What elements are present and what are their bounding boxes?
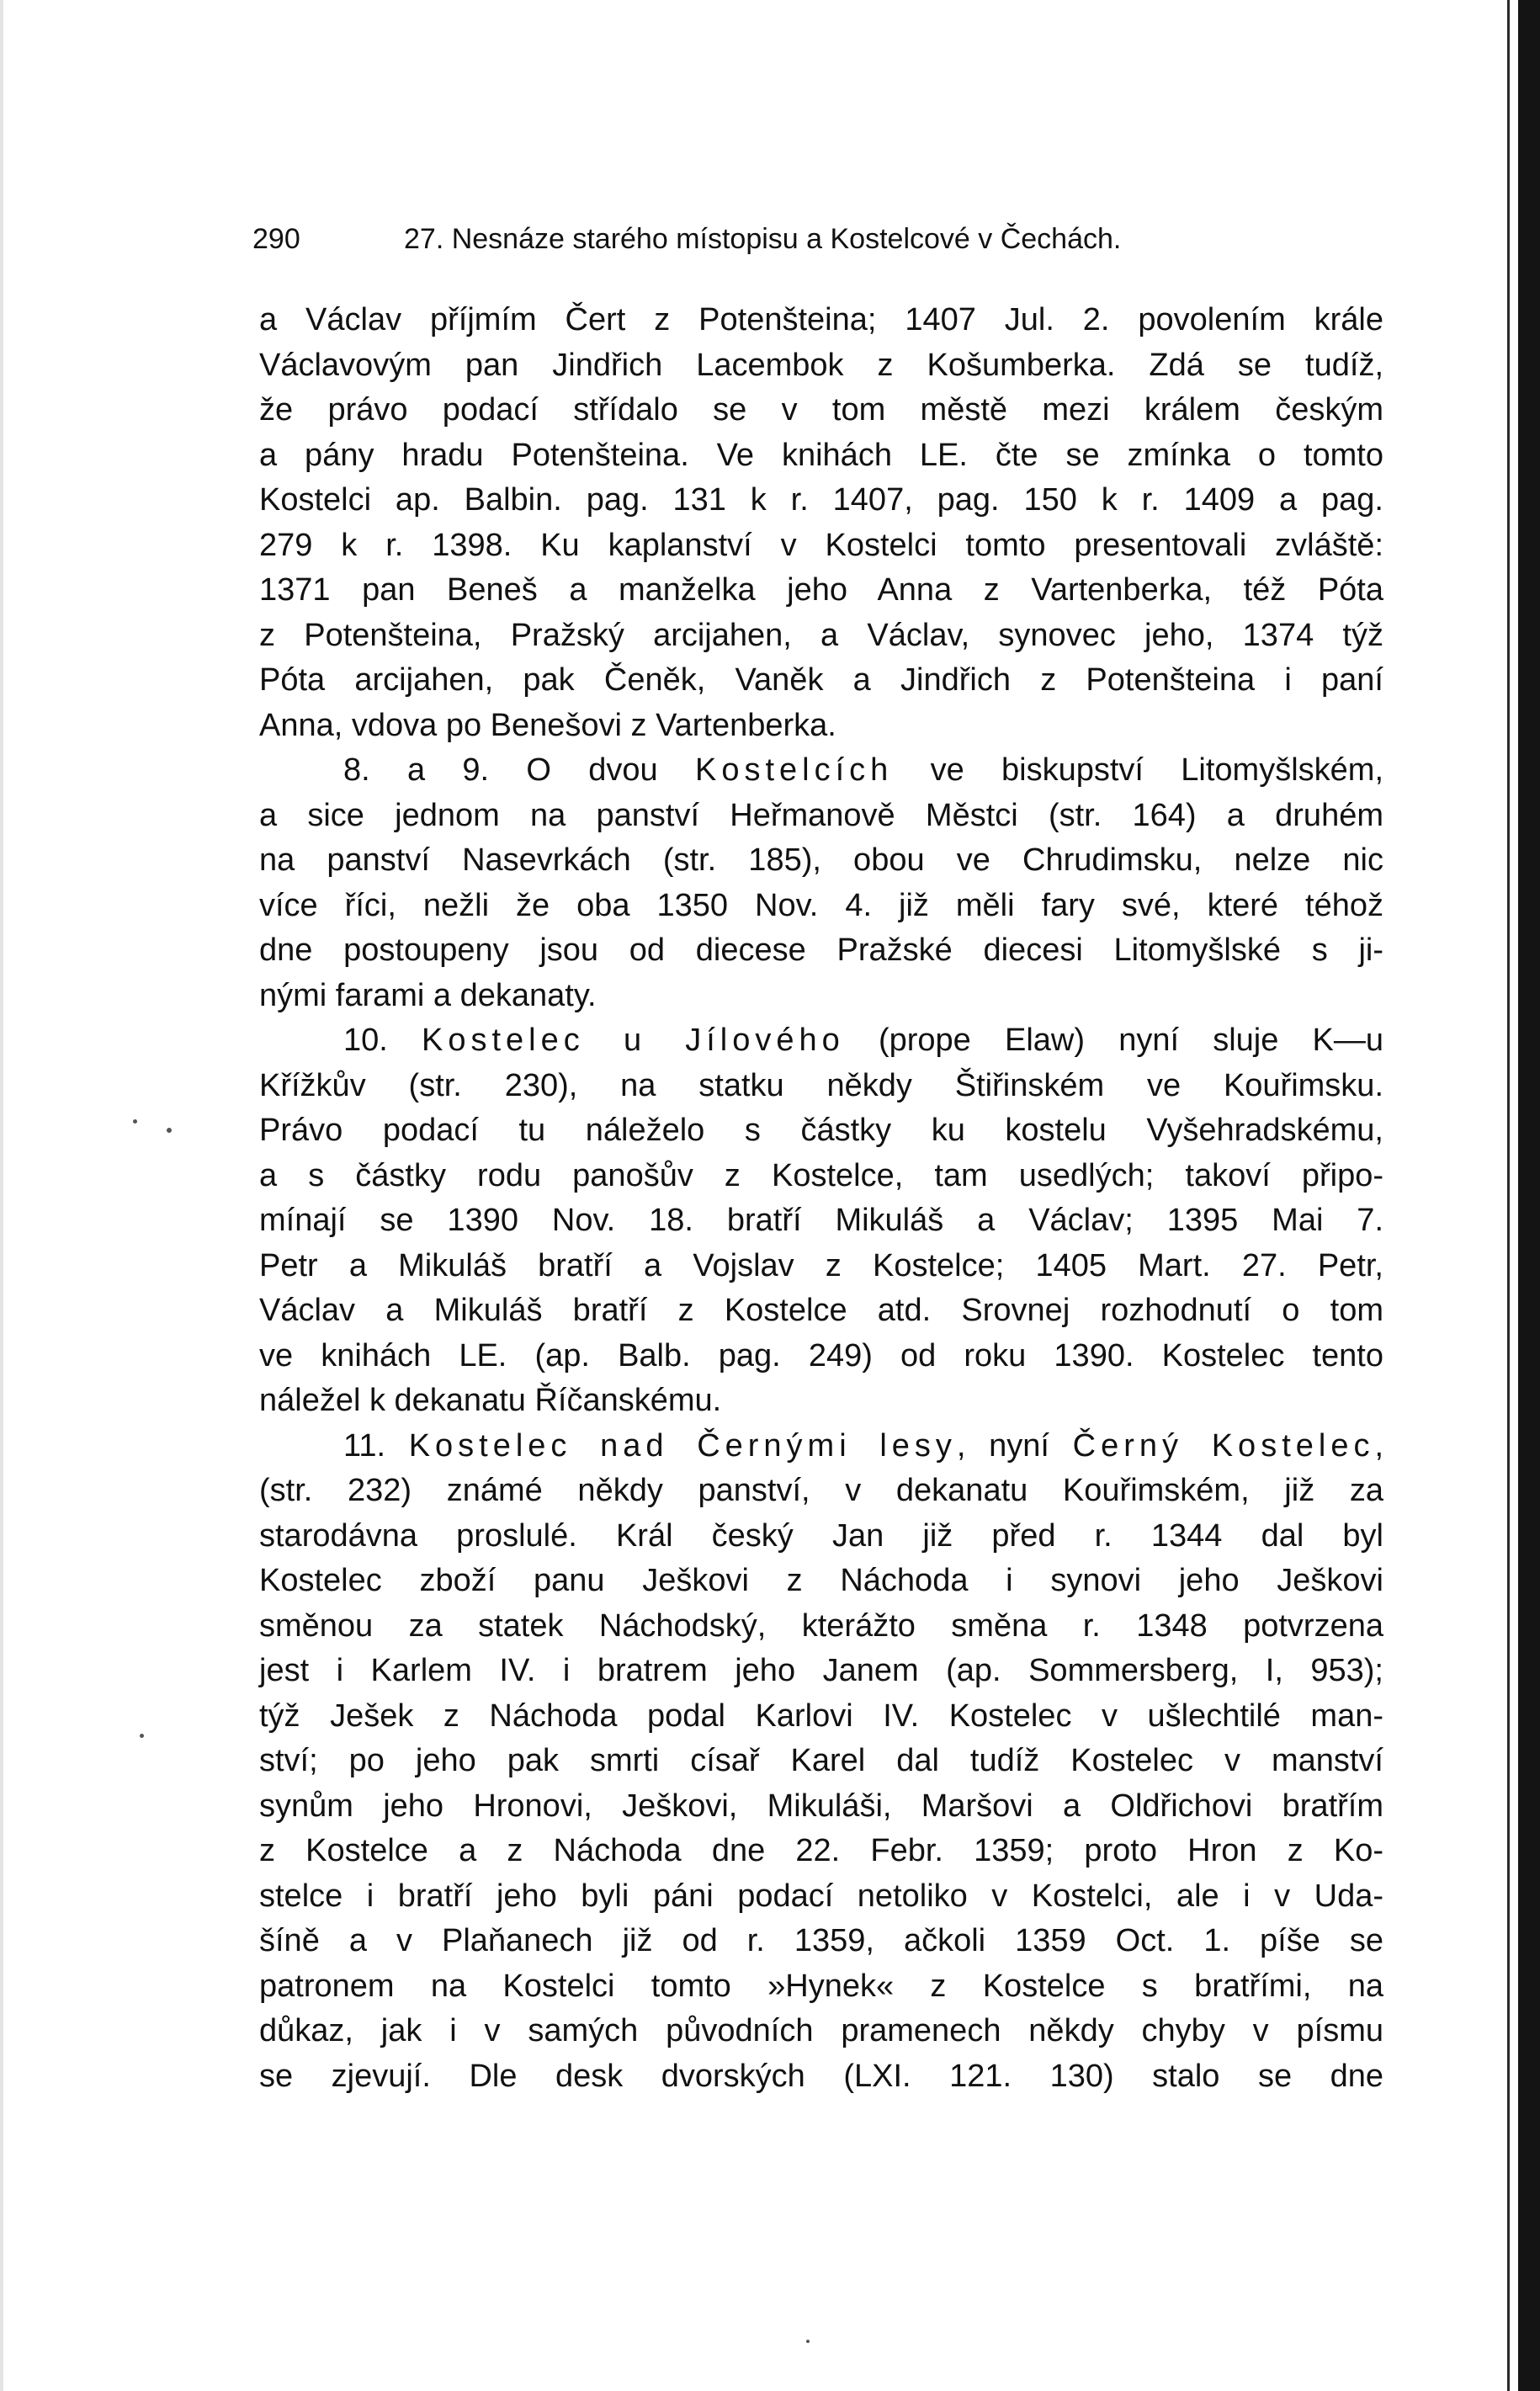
heading-suffix-2: , [1374, 1427, 1384, 1464]
text-line: a s částky rodu panošův z Kostelce, tam usedlých; takoví připo- [259, 1157, 1383, 1193]
text-line: více říci, nežli že oba 1350 Nov. 4. již měli fary své, které téhož [259, 887, 1383, 923]
paragraph-heading-line [259, 748, 1383, 794]
text-line: a sice jednom na panství Heřmanově Městci (str. 164) a druhém [259, 797, 1383, 833]
paragraph-heading-line [259, 1018, 1383, 1064]
text-line: z Kostelce a z Náchoda dne 22. Febr. 1359; proto Hron z Ko- [259, 1833, 1383, 1868]
text-line: synům jeho Hronovi, Ješkovi, Mikuláši, Maršovi a Oldřichovi bratřím [259, 1788, 1383, 1824]
heading-suffix: ve biskupství Litomyšlském, [893, 752, 1383, 788]
text-line: náležel k dekanatu Říčanskému. [259, 1383, 722, 1418]
text-line: týž Ješek z Náchoda podal Karlovi IV. Kostelec v ušlechtilé man- [259, 1698, 1383, 1734]
spaced-heading-2: Černý Kostelec [1072, 1427, 1375, 1464]
paragraph-heading-line [259, 1424, 1383, 1469]
body-text [259, 298, 1383, 2099]
text-line: mínají se 1390 Nov. 18. bratří Mikuláš a Václav; 1395 Mai 7. [259, 1203, 1383, 1238]
page-header [252, 222, 1380, 256]
text-line: šíně a v Plaňanech již od r. 1359, ačkoli 1359 Oct. 1. píše se [259, 1923, 1383, 1958]
scan-speck [806, 2340, 810, 2343]
scan-speck [133, 1119, 137, 1124]
text-line: Petr a Mikuláš bratří a Vojslav z Kostelce; 1405 Mart. 27. Petr, [259, 1247, 1383, 1283]
scan-left-edge [0, 0, 3, 2391]
text-line: patronem na Kostelci tomto »Hynek« z Kostelce s bratřími, na [259, 1968, 1383, 2004]
spaced-heading: Kostelec nad Černými lesy [408, 1427, 957, 1464]
scan-right-border [1518, 0, 1540, 2391]
text-line: 279 k r. 1398. Ku kaplanství v Kostelci tomto presentovali zvláště: [259, 527, 1383, 563]
running-title: 27. Nesnáze starého místopisu a Kostelcové v Čechách. [404, 223, 1122, 255]
heading-prefix: 11. [343, 1427, 409, 1464]
heading-prefix: 8. a 9. O dvou [343, 752, 695, 788]
text-line: z Potenšteina, Pražský arcijahen, a Václav, synovec jeho, 1374 týž [259, 617, 1383, 653]
text-line: Póta arcijahen, pak Čeněk, Vaněk a Jindřich z Potenšteina i paní [259, 662, 1383, 698]
text-line: ství; po jeho pak smrti císař Karel dal tudíž Kostelec v manství [259, 1743, 1383, 1778]
scan-speck [167, 1128, 172, 1133]
text-line: Kostelci ap. Balbin. pag. 131 k r. 1407, pag. 150 k r. 1409 a pag. [259, 482, 1383, 518]
text-line: 1371 pan Beneš a manželka jeho Anna z Vartenberka, též Póta [259, 572, 1383, 608]
text-line: směnou za statek Náchodský, kterážto směna r. 1348 potvrzena [259, 1607, 1383, 1644]
heading-suffix: , nyní [956, 1427, 1073, 1464]
text-line: starodávna proslulé. Král český Jan již před r. 1344 dal byl [259, 1517, 1383, 1554]
text-line: se zjevují. Dle desk dvorských (LXI. 121. 130) stalo se dne [259, 2058, 1383, 2094]
text-line: Kostelec zboží panu Ješkovi z Náchoda i synovi jeho Ješkovi [259, 1563, 1383, 1598]
spaced-heading: Kostelcích [694, 752, 894, 788]
text-line: nými farami a dekanaty. [259, 977, 597, 1013]
text-line: a pány hradu Potenšteina. Ve knihách LE. čte se zmínka o tomto [259, 437, 1383, 473]
text-line: Václavovým pan Jindřich Lacembok z Košumberka. Zdá se tudíž, [259, 347, 1383, 383]
text-line: Křížkův (str. 230), na statku někdy Štiřinském ve Kouřimsku. [259, 1067, 1383, 1103]
text-line: a Václav příjmím Čert z Potenšteina; 1407 Jul. 2. povolením krále [259, 302, 1383, 337]
heading-suffix: (prope Elaw) nyní sluje K—u [844, 1023, 1384, 1058]
text-line: jest i Karlem IV. i bratrem jeho Janem (ap. Sommersberg, I, 953); [259, 1653, 1383, 1688]
text-line: ve knihách LE. (ap. Balb. pag. 249) od roku 1390. Kostelec tento [259, 1337, 1383, 1373]
text-line: dne postoupeny jsou od diecese Pražské diecesi Litomyšlské s ji- [259, 932, 1383, 968]
spaced-heading: Kostelec u Jílového [422, 1023, 845, 1058]
heading-prefix: 10. [343, 1023, 422, 1058]
text-line: (str. 232) známé někdy panství, v dekanatu Kouřimském, již za [259, 1473, 1383, 1508]
text-line: že právo podací střídalo se v tom městě mezi králem českým [259, 392, 1383, 428]
text-line: stelce i bratří jeho byli páni podací netoliko v Kostelci, ale i v Uda- [259, 1878, 1383, 1914]
scan-speck [140, 1734, 144, 1738]
text-line: Právo podací tu náleželo s částky ku kostelu Vyšehradskému, [259, 1113, 1383, 1148]
text-line: Anna, vdova po Benešovi z Vartenberka. [259, 707, 836, 743]
text-line: důkaz, jak i v samých původních pramenech někdy chyby v písmu [259, 2013, 1383, 2048]
scan-right-border-line [1507, 0, 1510, 2391]
page-number: 290 [252, 223, 300, 255]
text-line: na panství Nasevrkách (str. 185), obou ve Chrudimsku, nelze nic [259, 842, 1383, 878]
text-line: Václav a Mikuláš bratří z Kostelce atd. Srovnej rozhodnutí o tom [259, 1293, 1383, 1328]
